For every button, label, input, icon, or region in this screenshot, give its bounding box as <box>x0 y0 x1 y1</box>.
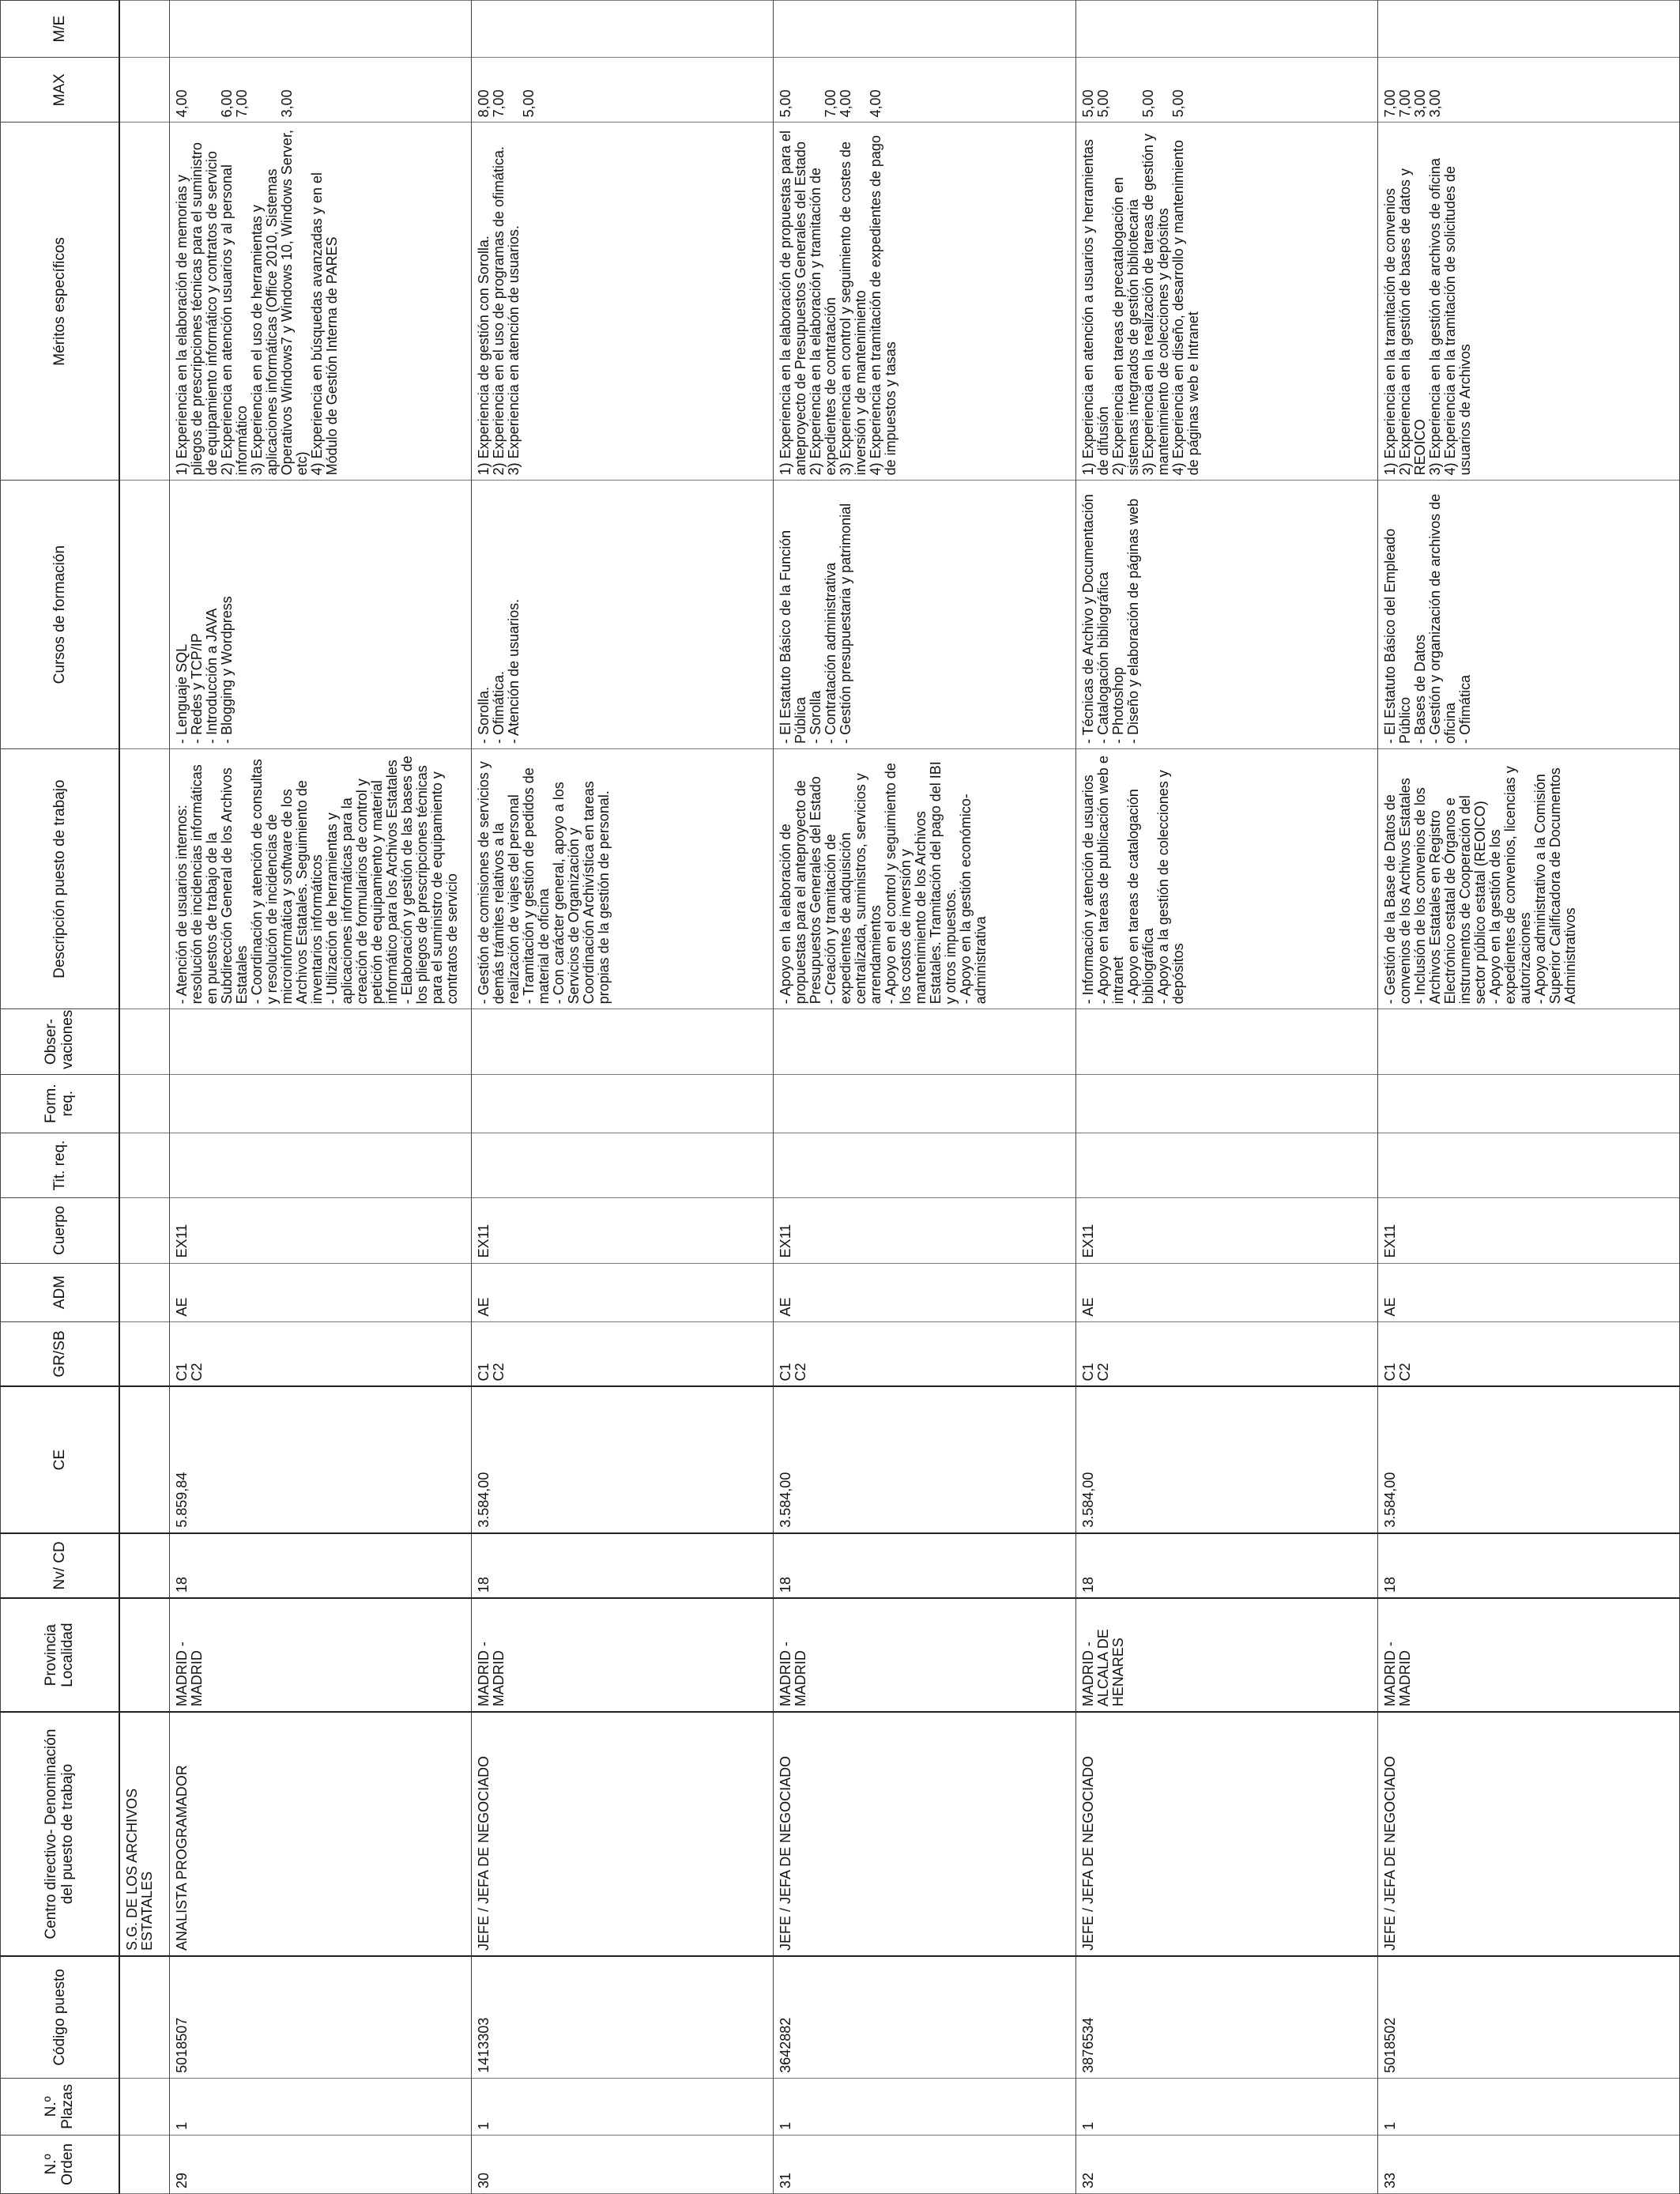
plazas-cell: 1 <box>170 2078 472 2135</box>
provincia-cell: MADRID - MADRID <box>774 1598 1075 1712</box>
grsb-cell: C1 C2 <box>1075 1321 1377 1386</box>
dept-empty-cell <box>119 1009 170 1074</box>
cursos-cell: - Técnicas de Archivo y Documentación - Catalogación bibliográfica - Photoshop - Diseño y elaboración de páginas web <box>1075 481 1377 749</box>
titreq-cell <box>1377 1133 1679 1197</box>
codigo-cell: 5018507 <box>170 1956 472 2078</box>
meritos-cell: 1) Experiencia en la tramitación de convenios 2) Experiencia en la gestión de bases de datos y REOICO 3) Experiencia en la gestión de archivos de oficina 4) Experiencia en la tramitación de solicitudes de usuarios de Archivos <box>1377 123 1679 481</box>
dept-empty-cell <box>119 1133 170 1197</box>
orden-cell: 31 <box>774 2135 1075 2193</box>
orden-cell: 32 <box>1075 2135 1377 2193</box>
formreq-cell <box>1377 1074 1679 1133</box>
table-row <box>774 1 1075 2194</box>
orden-cell: 29 <box>170 2135 472 2193</box>
adm-cell: AE <box>1377 1263 1679 1321</box>
observaciones-cell <box>1075 1009 1377 1074</box>
cuerpo-cell: EX11 <box>1377 1198 1679 1263</box>
table-row <box>170 1 472 2194</box>
denominacion-cell: JEFE / JEFA DE NEGOCIADO <box>774 1712 1075 1956</box>
grsb-cell: C1 C2 <box>170 1321 472 1386</box>
nivel-cell: 18 <box>774 1533 1075 1598</box>
header-titreq: Tit. req. <box>1 1133 119 1197</box>
header-observaciones: Obser- vaciones <box>1 1009 119 1074</box>
header-descripcion: Descripción puesto de trabajo <box>1 749 119 1009</box>
observaciones-cell <box>170 1009 472 1074</box>
nivel-cell: 18 <box>472 1533 774 1598</box>
header-ce: CE <box>1 1386 119 1532</box>
orden-cell: 30 <box>472 2135 774 2193</box>
dept-empty-cell <box>119 1321 170 1386</box>
plazas-cell: 1 <box>1377 2078 1679 2135</box>
meritos-cell: 1) Experiencia de gestión con Sorolla. 2) Experiencia en el uso de programas de ofimática. 3) Experiencia en atención de usuarios. <box>472 123 774 481</box>
dept-empty-cell <box>119 1074 170 1133</box>
descripcion-cell: - Apoyo en la elaboración de propuestas para el anteproyecto de Presupuestos Generales del Estado - Creación y tramitación de expedientes de adquisición centralizada, suministros, servicios y arrendamientos - Apoyo en el control y seguimiento de los costos de inversión y mantenimiento de los Archivos Estatales. Tramitación del pago del IBI y otros impuestos. - Apoyo en la gestión económico-administrativa <box>774 749 1075 1009</box>
meritos-cell: 1) Experiencia en la elaboración de propuestas para el anteproyecto de Presupuestos Generales del Estado 2) Experiencia en la elaboración y tramitación de expedientes de contratación 3) Experiencia en control y seguimiento de costes de inversión y de mantenimiento 4) Experiencia en tramitación de expedientes de pago de impuestos y tasas <box>774 123 1075 481</box>
observaciones-cell <box>472 1009 774 1074</box>
ce-cell: 3.584,00 <box>1377 1386 1679 1532</box>
provincia-cell: MADRID - MADRID <box>472 1598 774 1712</box>
formreq-cell <box>472 1074 774 1133</box>
titreq-cell <box>472 1133 774 1197</box>
descripcion-cell: - Atención de usuarios internos: resolución de incidencias informáticas en puestos de trabajo de la Subdirección General de los Archivos Estatales - Coordinación y atención de consultas y resolución de incidencias de microinformática y software de los Archivos Estatales. Seguimiento de inventarios informáticos - Utilización de herramientas y aplicaciones informáticas para la creación de formularios de control y petición de equipamiento y material informático para los Archivos Estatales - Elaboración y gestión de las bases de los pliegos de prescripciones técnicas para el suministro de equipamiento y contratos de servicio <box>170 749 472 1009</box>
codigo-cell: 5018502 <box>1377 1956 1679 2078</box>
plazas-cell: 1 <box>1075 2078 1377 2135</box>
cursos-cell: - El Estatuto Básico del Empleado Público - Bases de Datos - Gestión y organización de archivos de oficina - Ofimática <box>1377 481 1679 749</box>
nivel-cell: 18 <box>170 1533 472 1598</box>
ce-cell: 3.584,00 <box>1075 1386 1377 1532</box>
codigo-cell: 3876534 <box>1075 1956 1377 2078</box>
plazas-cell: 1 <box>472 2078 774 2135</box>
plazas-cell: 1 <box>774 2078 1075 2135</box>
header-provincia: Provincia Localidad <box>1 1598 119 1712</box>
descripcion-cell: - Gestión de comisiones de servicios y demás trámites relativos a la realización de viajes del personal - Tramitación y gestión de pedidos de material de oficina - Con carácter general, apoyo a los Servicios de Organización y Coordinación Archivística en tareas propias de la gestión de personal. <box>472 749 774 1009</box>
header-me: M/E <box>1 1 119 58</box>
table-row <box>1377 1 1679 2194</box>
max-cell: 4,00 6,00 7,00 3,00 <box>170 58 472 123</box>
ce-cell: 5.859,84 <box>170 1386 472 1532</box>
meritos-cell: 1) Experiencia en atención a usuarios y herramientas de difusión 2) Experiencia en tareas de precatalogación en sistemas integrados de gestión bibliotecaria 3) Experiencia en la realización de tareas de gestión y mantenimiento de colecciones y depósitos 4) Experiencia en diseño, desarrollo y mantenimiento de páginas web e Intranet <box>1075 123 1377 481</box>
header-codigo: Código puesto <box>1 1956 119 2078</box>
header-grsb: GR/SB <box>1 1321 119 1386</box>
nivel-cell: 18 <box>1075 1533 1377 1598</box>
adm-cell: AE <box>170 1263 472 1321</box>
dept-empty-cell <box>119 481 170 749</box>
max-cell: 8,00 7,00 5,00 <box>472 58 774 123</box>
dept-empty-cell <box>119 1263 170 1321</box>
cursos-cell: - Lenguaje SQL - Redes y TCP/IP - Introducción a JAVA - Blogging y Wordpress <box>170 481 472 749</box>
nivel-cell: 18 <box>1377 1533 1679 1598</box>
header-orden: N.º Orden <box>1 2135 119 2193</box>
dept-empty-cell <box>119 123 170 481</box>
table-row <box>1075 1 1377 2194</box>
grsb-cell: C1 C2 <box>1377 1321 1679 1386</box>
cursos-cell: - El Estatuto Básico de la Función Pública - Sorolla - Contratación administrativa - Gestión presupuestaria y patrimonial <box>774 481 1075 749</box>
descripcion-cell: - Información y atención de usuarios - Apoyo en tareas de publicación web e intranet - Apoyo en tareas de catalogación bibliográfica - Apoyo a la gestión de colecciones y depósitos <box>1075 749 1377 1009</box>
header-formreq: Form. req. <box>1 1074 119 1133</box>
dept-empty-cell <box>119 1598 170 1712</box>
meritos-cell: 1) Experiencia en la elaboración de memorias y pliegos de prescripciones técnicas para el suministro de equipamiento informático y contratos de servicio 2) Experiencia en atención usuarios y al personal informático 3) Experiencia en el uso de herramientas y aplicaciones informáticas (Office 2010, Sistemas Operativos Windows7 y Windows 10, Windows Server, etc) 4) Experiencia en búsquedas avanzadas y en el Módulo de Gestión Interna de PARES <box>170 123 472 481</box>
max-cell: 5,00 5,00 5,00 5,00 <box>1075 58 1377 123</box>
cuerpo-cell: EX11 <box>1075 1198 1377 1263</box>
me-cell <box>774 1 1075 58</box>
header-cuerpo: Cuerpo <box>1 1198 119 1263</box>
ce-cell: 3.584,00 <box>472 1386 774 1532</box>
header-plazas: N.º Plazas <box>1 2078 119 2135</box>
provincia-cell: MADRID - MADRID <box>1377 1598 1679 1712</box>
formreq-cell <box>774 1074 1075 1133</box>
formreq-cell <box>1075 1074 1377 1133</box>
max-cell: 5,00 7,00 4,00 4,00 <box>774 58 1075 123</box>
header-max: MAX <box>1 58 119 123</box>
cuerpo-cell: EX11 <box>774 1198 1075 1263</box>
titreq-cell <box>774 1133 1075 1197</box>
codigo-cell: 1413303 <box>472 1956 774 2078</box>
adm-cell: AE <box>1075 1263 1377 1321</box>
header-nivel: Nv/ CD <box>1 1533 119 1598</box>
department-name: S.G. DE LOS ARCHIVOS ESTATALES <box>119 1712 170 1956</box>
adm-cell: AE <box>774 1263 1075 1321</box>
dept-empty-cell <box>119 1198 170 1263</box>
grsb-cell: C1 C2 <box>472 1321 774 1386</box>
header-centro: Centro directivo- Denominación del puesto de trabajo <box>1 1712 119 1956</box>
dept-empty-cell <box>119 58 170 123</box>
header-cursos: Cursos de formación <box>1 481 119 749</box>
titreq-cell <box>170 1133 472 1197</box>
descripcion-cell: - Gestión de la Base de Datos de convenios de los Archivos Estatales - Inclusión de los convenios de los Archivos Estatales en Registro Electrónico estatal de Órganos e instrumentos de Cooperación del sector público estatal (REOICO) - Apoyo en la gestión de los expedientes de convenios, licencias y autorizaciones - Apoyo administrativo a la Comisión Superior Calificadora de Documentos Administrativos <box>1377 749 1679 1009</box>
denominacion-cell: JEFE / JEFA DE NEGOCIADO <box>1075 1712 1377 1956</box>
dept-empty-cell <box>119 1533 170 1598</box>
header-adm: ADM <box>1 1263 119 1321</box>
dept-empty-cell <box>119 1 170 58</box>
me-cell <box>1075 1 1377 58</box>
orden-cell: 33 <box>1377 2135 1679 2193</box>
observaciones-cell <box>1377 1009 1679 1074</box>
formreq-cell <box>170 1074 472 1133</box>
observaciones-cell <box>774 1009 1075 1074</box>
cuerpo-cell: EX11 <box>472 1198 774 1263</box>
denominacion-cell: ANALISTA PROGRAMADOR <box>170 1712 472 1956</box>
dept-empty-cell <box>119 2135 170 2193</box>
cuerpo-cell: EX11 <box>170 1198 472 1263</box>
dept-empty-cell <box>119 1956 170 2078</box>
dept-empty-cell <box>119 749 170 1009</box>
ce-cell: 3.584,00 <box>774 1386 1075 1532</box>
me-cell <box>1377 1 1679 58</box>
adm-cell: AE <box>472 1263 774 1321</box>
denominacion-cell: JEFE / JEFA DE NEGOCIADO <box>472 1712 774 1956</box>
denominacion-cell: JEFE / JEFA DE NEGOCIADO <box>1377 1712 1679 1956</box>
me-cell <box>170 1 472 58</box>
provincia-cell: MADRID - MADRID <box>170 1598 472 1712</box>
dept-empty-cell <box>119 1386 170 1532</box>
titreq-cell <box>1075 1133 1377 1197</box>
me-cell <box>472 1 774 58</box>
header-meritos: Méritos específicos <box>1 123 119 481</box>
max-cell: 7,00 7,00 3,00 3,00 <box>1377 58 1679 123</box>
cursos-cell: - Sorolla. - Ofimática. - Atención de usuarios. <box>472 481 774 749</box>
provincia-cell: MADRID - ALCALA DE HENARES <box>1075 1598 1377 1712</box>
department-row <box>119 1 170 2194</box>
dept-empty-cell <box>119 2078 170 2135</box>
header-row <box>1 1 119 2194</box>
table-row <box>472 1 774 2194</box>
grsb-cell: C1 C2 <box>774 1321 1075 1386</box>
codigo-cell: 3642882 <box>774 1956 1075 2078</box>
